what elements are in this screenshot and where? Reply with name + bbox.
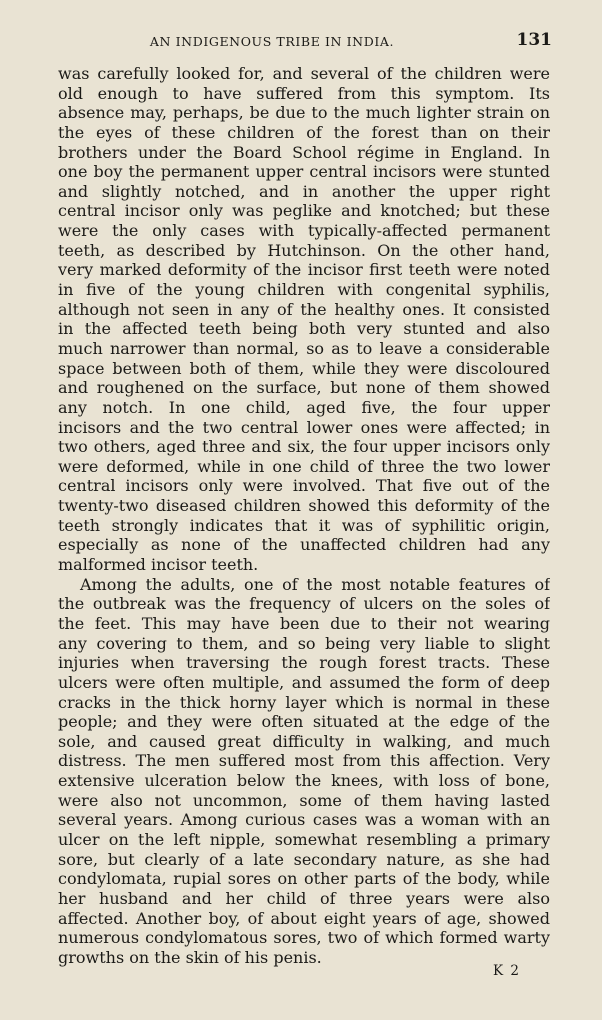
text-line: central incisors only were involved. That five out of the <box>58 476 550 496</box>
text-line: in the affected teeth being both very stunted and also <box>58 319 550 339</box>
text-line: teeth strongly indicates that it was of syphilitic origin, <box>58 515 550 535</box>
text-line: incisors and the two central lower ones were affected; in <box>58 417 550 437</box>
text-line: in five of the young children with congenital syphilis, <box>58 280 550 300</box>
text-line: Among the adults, one of the most notable features of <box>80 574 550 594</box>
text-line: were deformed, while in one child of three the two lower <box>58 456 550 476</box>
running-head <box>52 30 552 52</box>
text-line: and roughened on the surface, but none of them showed <box>58 378 550 398</box>
text-line: one boy the permanent upper central incisors were stunted <box>58 162 550 182</box>
running-title: AN INDIGENOUS TRIBE IN INDIA. <box>149 34 395 49</box>
text-line: the eyes of these children of the forest than on their <box>58 122 550 142</box>
text-line: twenty-two diseased children showed this deformity of the <box>58 496 550 516</box>
text-line: the feet. This may have been due to their not wearing <box>58 613 550 633</box>
text-line: malformed incisor teeth. <box>58 555 259 575</box>
text-line: cracks in the thick horny layer which is normal in these <box>58 692 550 712</box>
text-line: old enough to have suffered from this symptom. Its <box>58 83 550 103</box>
text-line: although not seen in any of the healthy ones. It consisted <box>58 299 550 319</box>
text-line: two others, aged three and six, the four upper incisors only <box>58 437 550 457</box>
signature-mark: K 2 <box>493 963 521 979</box>
text-line: were the only cases with typically-affected permanent <box>58 221 550 241</box>
text-line: and slightly notched, and in another the upper right <box>58 181 550 201</box>
text-line: were also not uncommon, some of them having lasted <box>58 790 550 810</box>
text-line: condylomata, rupial sores on other parts of the body, while <box>58 869 550 889</box>
text-line: the outbreak was the frequency of ulcers on the soles of <box>58 594 550 614</box>
body-text <box>58 64 550 967</box>
text-line: distress. The men suffered most from this affection. Very <box>58 751 550 771</box>
text-line: people; and they were often situated at the edge of the <box>58 712 550 732</box>
text-line: ulcer on the left nipple, somewhat resembling a primary <box>58 829 550 849</box>
text-line: affected. Another boy, of about eight years of age, showed <box>58 908 550 928</box>
text-line: sore, but clearly of a late secondary nature, as she had <box>58 849 550 869</box>
text-line: any notch. In one child, aged five, the four upper <box>58 397 550 417</box>
text-line: several years. Among curious cases was a woman with an <box>58 810 550 830</box>
text-line: was carefully looked for, and several of the children were <box>58 64 550 83</box>
text-line: central incisor only was peglike and knotched; but these <box>58 201 550 221</box>
text-line: sole, and caused great difficulty in walking, and much <box>58 731 550 751</box>
text-line: extensive ulceration below the knees, with loss of bone, <box>58 771 550 791</box>
text-line: brothers under the Board School régime in England. In <box>58 142 550 162</box>
text-line: very marked deformity of the incisor first teeth were noted <box>58 260 550 280</box>
text-line: teeth, as described by Hutchinson. On the other hand, <box>58 240 550 260</box>
text-line: space between both of them, while they were discoloured <box>58 358 550 378</box>
text-line: any covering to them, and so being very liable to slight <box>58 633 550 653</box>
text-line: injuries when traversing the rough forest tracts. These <box>58 653 550 673</box>
text-line: her husband and her child of three years were also <box>58 888 550 908</box>
page-number: 131 <box>516 30 552 50</box>
text-line: ulcers were often multiple, and assumed the form of deep <box>58 672 550 692</box>
text-line: numerous condylomatous sores, two of which formed warty <box>58 928 550 948</box>
text-line: much narrower than normal, so as to leave a considerable <box>58 338 550 358</box>
text-line: growths on the skin of his penis. <box>58 947 322 967</box>
text-line: absence may, perhaps, be due to the much lighter strain on <box>58 103 550 123</box>
text-line: especially as none of the unaffected children had any <box>58 535 550 555</box>
